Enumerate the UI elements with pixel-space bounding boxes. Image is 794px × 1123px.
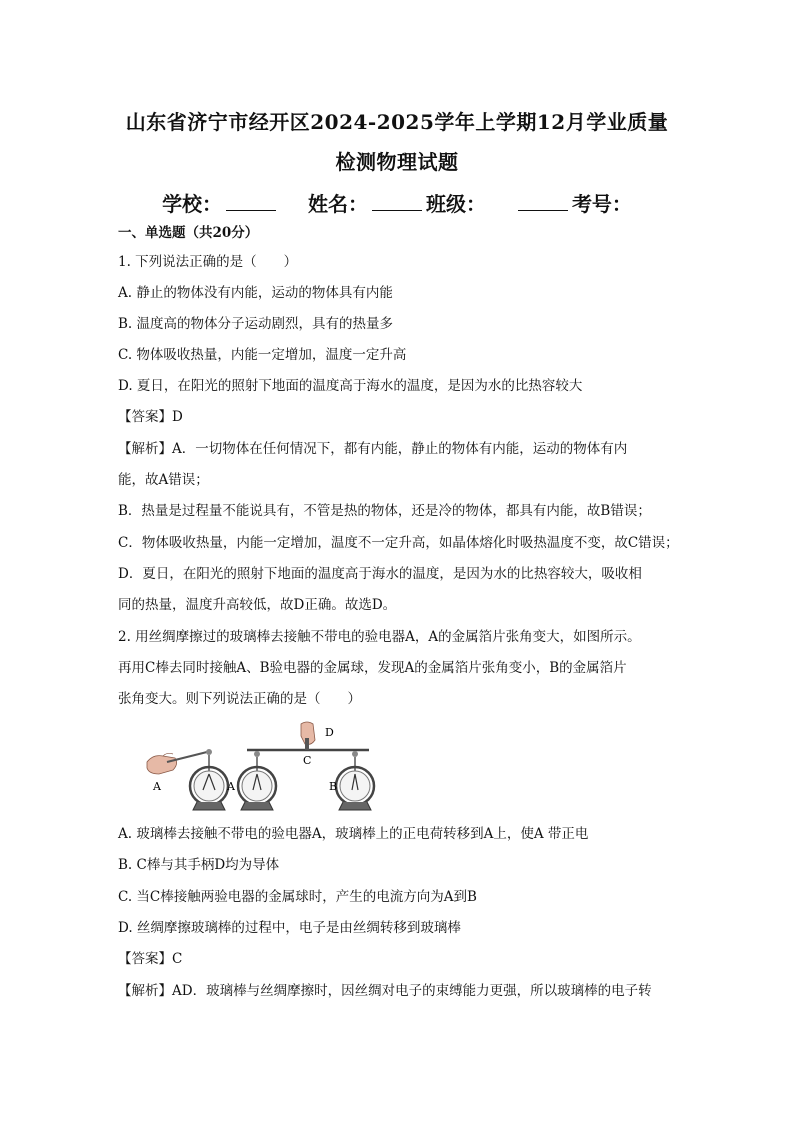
q1-analysis-line: B．热量是过程量不能说具有，不管是热的物体，还是冷的物体，都具有内能，故B错误； [118,503,651,519]
school-blank[interactable] [226,192,276,211]
hand-icon [301,722,315,750]
q2-option-d: D. 丝绸摩擦玻璃棒的过程中，电子是由丝绸转移到玻璃棒 [118,920,461,936]
q1-analysis-line: 【解析】A．一切物体在任何情况下，都有内能，静止的物体有内能，运动的物体有内 [118,441,628,457]
hand-icon [147,753,177,774]
electroscope-b [336,751,374,810]
q2-stem-line: 再用C棒去同时接触A、B验电器的金属球，发现A的金属箔片张角变小，B的金属箔片 [118,660,627,676]
label-c: C [303,754,312,767]
q1-option-a: A. 静止的物体没有内能，运动的物体具有内能 [118,285,393,301]
label-a-right: A [227,780,235,793]
q2-stem-line: 2. 用丝绸摩擦过的玻璃棒去接触不带电的验电器A，A的金属箔片张角变大，如图所示。 [118,629,641,645]
title-line-2: 检测物理试题 [335,150,459,174]
q1-option-c: C. 物体吸收热量，内能一定增加，温度一定升高 [118,347,407,363]
q2-option-c: C. 当C棒接触两验电器的金属球时，产生的电流方向为A到B [118,889,477,905]
q1-analysis-line: 同的热量，温度升高较低，故D正确。故选D。 [118,597,397,613]
q1-analysis-line: C．物体吸收热量，内能一定增加，温度不一定升高，如晶体熔化时吸热温度不变，故C错误； [118,535,679,551]
label-a-left: A [153,780,161,793]
class-label: 班级： [426,192,486,216]
q1-analysis-line: 能，故A错误； [118,472,209,488]
title-line-1: 山东省济宁市经开区2024-2025学年上学期12月学业质量 [125,110,669,134]
school-label: 学校： [162,192,223,216]
q2-analysis-line: 【解析】AD．玻璃棒与丝绸摩擦时，因丝绸对电子的束缚能力更强，所以玻璃棒的电子转 [118,983,652,999]
q1-option-b: B. 温度高的物体分子运动剧烈，具有的热量多 [118,316,394,332]
q1-option-d: D. 夏日，在阳光的照射下地面的温度高于海水的温度，是因为水的比热容较大 [118,378,583,394]
electroscope-figure [145,718,385,818]
exam-no-label: 考号： [571,192,632,216]
q1-answer: 【答案】D [118,409,183,425]
section-heading: 一、单选题（共20分） [118,225,259,241]
handle-d [305,738,309,750]
label-b: B [329,780,338,793]
student-info-row [0,188,794,217]
electroscope-a-right [238,751,276,810]
q2-option-a: A. 玻璃棒去接触不带电的验电器A，玻璃棒上的正电荷转移到A上，使A 带正电 [118,826,589,842]
q2-answer: 【答案】C [118,951,183,967]
q1-stem: 1. 下列说法正确的是（ ） [118,254,298,270]
q1-analysis-line: D．夏日，在阳光的照射下地面的温度高于海水的温度，是因为水的比热容较大，吸收相 [118,566,642,582]
q2-option-b: B. C棒与其手柄D均为导体 [118,857,280,873]
q2-stem-line: 张角变大。则下列说法正确的是（ ） [118,691,361,707]
name-blank[interactable] [372,192,422,211]
glass-rod [167,751,211,762]
class-blank[interactable] [518,192,568,211]
label-d: D [325,726,334,739]
name-label: 姓名： [308,192,368,216]
electroscope-a-left [190,749,228,810]
